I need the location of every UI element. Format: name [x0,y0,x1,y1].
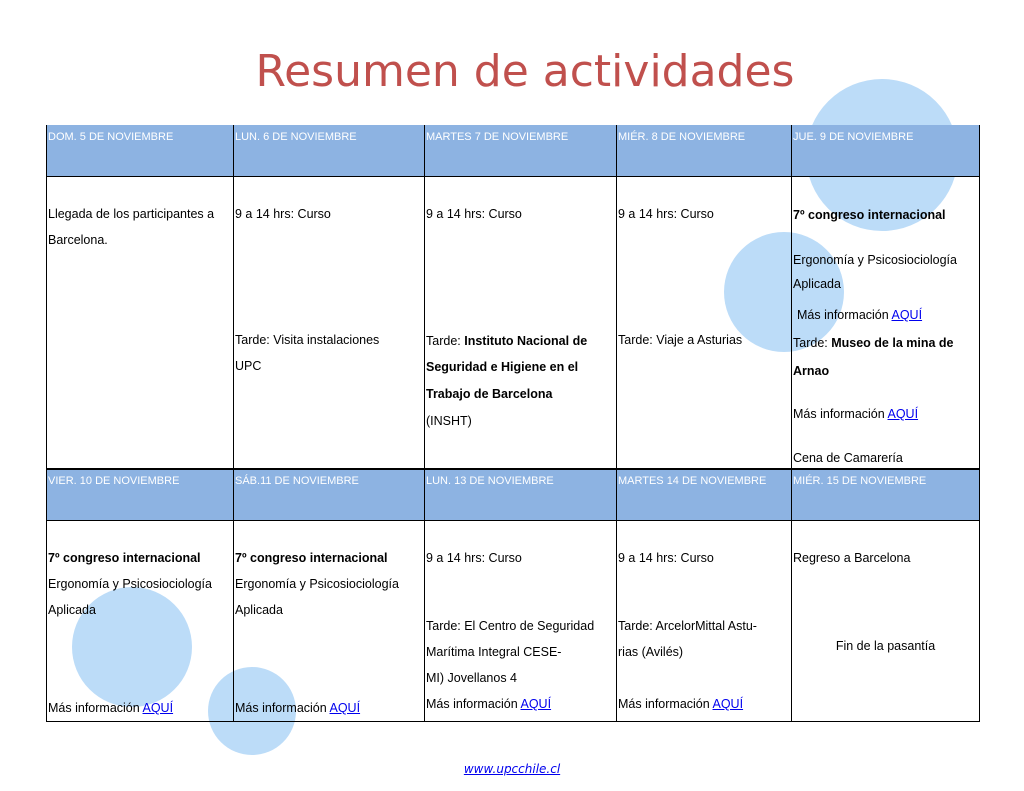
table-border [46,176,980,177]
more-info-link[interactable]: AQUÍ [142,701,174,715]
table-border [46,125,47,722]
header-mie-15: MIÉR. 15 DE NOVIEMBRE [791,469,980,521]
page-title: Resumen de actividades [255,46,795,97]
text: Tarde: ArcelorMittal Astu- [618,619,757,633]
header-jue-9: JUE. 9 DE NOVIEMBRE [791,125,980,177]
more-info-link[interactable]: AQUÍ [712,697,744,711]
text: 9 a 14 hrs: Curso [235,207,331,221]
text: 7º congreso internacional [48,551,201,565]
text: Tarde: Museo de la mina de [793,336,954,350]
text: Marítima Integral CESE- [426,645,562,659]
text: Ergonomía y Psicosiociología [48,577,212,591]
text: Llegada de los participantes a [48,207,215,221]
text: 9 a 14 hrs: Curso [618,207,714,221]
more-info-link[interactable]: AQUÍ [887,407,919,421]
text: Ergonomía y Psicosiociología [235,577,399,591]
table-border [979,125,980,722]
header-mar-14: MARTES 14 DE NOVIEMBRE [616,469,791,521]
text: Tarde: Visita instalaciones [235,333,380,347]
cell-jue-9 [791,177,980,469]
table-border [616,125,617,722]
text: Aplicada [793,277,841,291]
text: (INSHT) [426,414,472,428]
text: Regreso a Barcelona [793,551,911,565]
text: rias (Avilés) [618,645,684,659]
header-dom-5: DOM. 5 DE NOVIEMBRE [46,125,233,177]
text: Arnao [793,364,830,378]
text: Más información AQUÍ [793,407,919,421]
text: Aplicada [235,603,283,617]
cell-dom-5 [46,177,233,469]
text: Más información AQUÍ [618,697,744,711]
text: Más información AQUÍ [426,697,552,711]
text: 9 a 14 hrs: Curso [618,551,714,565]
table-border [233,125,234,722]
text: 9 a 14 hrs: Curso [426,551,522,565]
website-link[interactable]: www.upcchile.cl [463,762,561,776]
more-info-link[interactable]: AQUÍ [520,697,552,711]
text: Seguridad e Higiene en el [426,360,579,374]
text: 9 a 14 hrs: Curso [426,207,522,221]
table-border [46,468,980,470]
text: 7º congreso internacional [793,208,946,222]
text: MI) Jovellanos 4 [426,671,518,685]
activities-table [46,125,980,722]
cell-mie-15 [791,521,980,722]
cell-sab-11 [233,521,424,722]
text: Cena de Camarería [793,451,903,465]
text: Tarde: El Centro de Seguridad [426,619,595,633]
cell-mar-7 [424,177,616,469]
text: Tarde: Instituto Nacional de [426,334,588,348]
cell-lun-6 [233,177,424,469]
cell-lun-13 [424,521,616,722]
cell-mie-8 [616,177,791,469]
more-info-link[interactable]: AQUÍ [891,308,923,322]
text: Barcelona. [48,233,108,247]
text: Fin de la pasantía [835,639,936,653]
text: Trabajo de Barcelona [426,387,553,401]
more-info-link[interactable]: AQUÍ [329,701,361,715]
header-sab-11: SÁB.11 DE NOVIEMBRE [233,469,424,521]
table-border [46,721,980,722]
text: Tarde: Viaje a Asturias [618,333,743,347]
table-border [424,125,425,722]
header-mie-8: MIÉR. 8 DE NOVIEMBRE [616,125,791,177]
text: Más información AQUÍ [797,308,923,322]
header-mar-7: MARTES 7 DE NOVIEMBRE [424,125,616,177]
table-border [46,520,980,521]
footer [0,760,1024,778]
text: Más información AQUÍ [48,701,174,715]
table-border [791,125,792,722]
text: UPC [235,359,262,373]
cell-vie-10 [46,521,233,722]
header-vie-10: VIER. 10 DE NOVIEMBRE [46,469,233,521]
header-lun-13: LUN. 13 DE NOVIEMBRE [424,469,616,521]
header-lun-6: LUN. 6 DE NOVIEMBRE [233,125,424,177]
cell-mar-14 [616,521,791,722]
text: Más información AQUÍ [235,701,361,715]
text: Ergonomía y Psicosiociología [793,253,957,267]
text: 7º congreso internacional [235,551,388,565]
text: Aplicada [48,603,96,617]
